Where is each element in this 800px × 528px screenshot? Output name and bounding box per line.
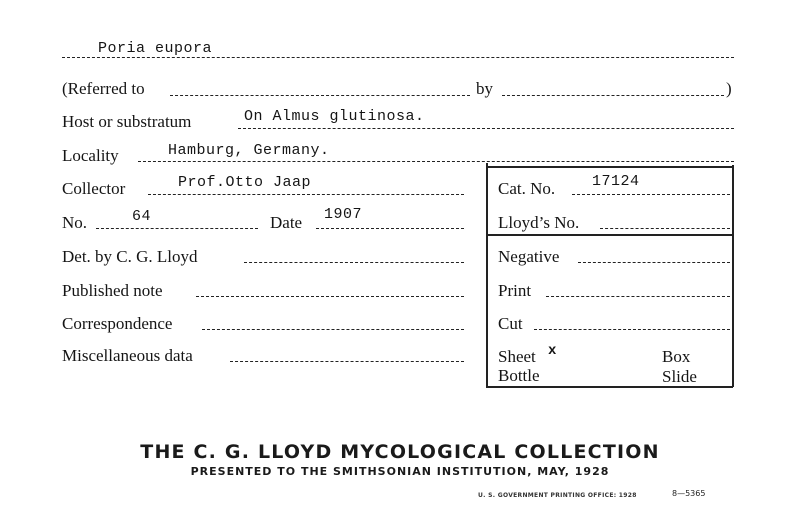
box-top-border <box>486 166 733 168</box>
box-left-border <box>486 163 488 387</box>
no-label: No. <box>62 213 88 232</box>
published-label: Published note <box>62 281 163 300</box>
referred-to-label: (Referred to <box>62 79 145 98</box>
negative-label: Negative <box>498 247 560 266</box>
referred-to-line <box>170 95 470 96</box>
negative-line <box>578 262 730 263</box>
date-line <box>316 228 464 229</box>
bottle-label: Bottle <box>498 366 540 385</box>
no-value: 64 <box>132 208 152 225</box>
det-label: Det. by C. G. Lloyd <box>62 247 198 266</box>
box-divider <box>486 234 733 236</box>
date-value: 1907 <box>324 206 363 223</box>
printing-office-note: U. S. GOVERNMENT PRINTING OFFICE: 1928 <box>478 492 637 499</box>
collector-label: Collector <box>62 179 126 198</box>
collection-title: THE C. G. LLOYD MYCOLOGICAL COLLECTION <box>140 441 660 463</box>
host-value: On Almus glutinosa. <box>244 108 425 125</box>
published-line <box>196 296 464 297</box>
lloyds-no-line <box>600 228 730 229</box>
det-line <box>244 262 464 263</box>
misc-line <box>230 361 464 362</box>
species-name: Poria eupora <box>98 40 213 57</box>
by-label: by <box>476 79 493 98</box>
locality-value: Hamburg, Germany. <box>168 142 330 159</box>
sheet-label: Sheet <box>498 347 536 366</box>
collector-line <box>148 194 464 195</box>
locality-label: Locality <box>62 146 119 165</box>
lloyds-no-label: Lloyd’s No. <box>498 213 580 232</box>
date-label: Date <box>270 213 303 232</box>
cat-no-line <box>572 194 730 195</box>
collection-subtitle: PRESENTED TO THE SMITHSONIAN INSTITUTION, MAY, 1928 <box>190 465 610 478</box>
sheet-mark: x <box>548 343 557 359</box>
box-label: Box <box>662 347 691 366</box>
host-line <box>238 128 734 129</box>
box-right-border <box>732 165 734 387</box>
correspondence-label: Correspondence <box>62 314 173 333</box>
by-line <box>502 95 724 96</box>
host-label: Host or substratum <box>62 112 192 131</box>
collector-value: Prof.Otto Jaap <box>178 174 312 191</box>
slide-label: Slide <box>662 367 697 386</box>
cut-line <box>534 329 730 330</box>
cat-no-label: Cat. No. <box>498 179 556 198</box>
cut-label: Cut <box>498 314 523 333</box>
close-paren: ) <box>726 79 732 98</box>
print-line <box>546 296 730 297</box>
print-label: Print <box>498 281 532 300</box>
correspondence-line <box>202 329 464 330</box>
misc-label: Miscellaneous data <box>62 346 193 365</box>
form-number: 8—5365 <box>672 489 706 498</box>
cat-no-value: 17124 <box>592 173 640 190</box>
no-line <box>96 228 258 229</box>
locality-line <box>138 161 734 162</box>
